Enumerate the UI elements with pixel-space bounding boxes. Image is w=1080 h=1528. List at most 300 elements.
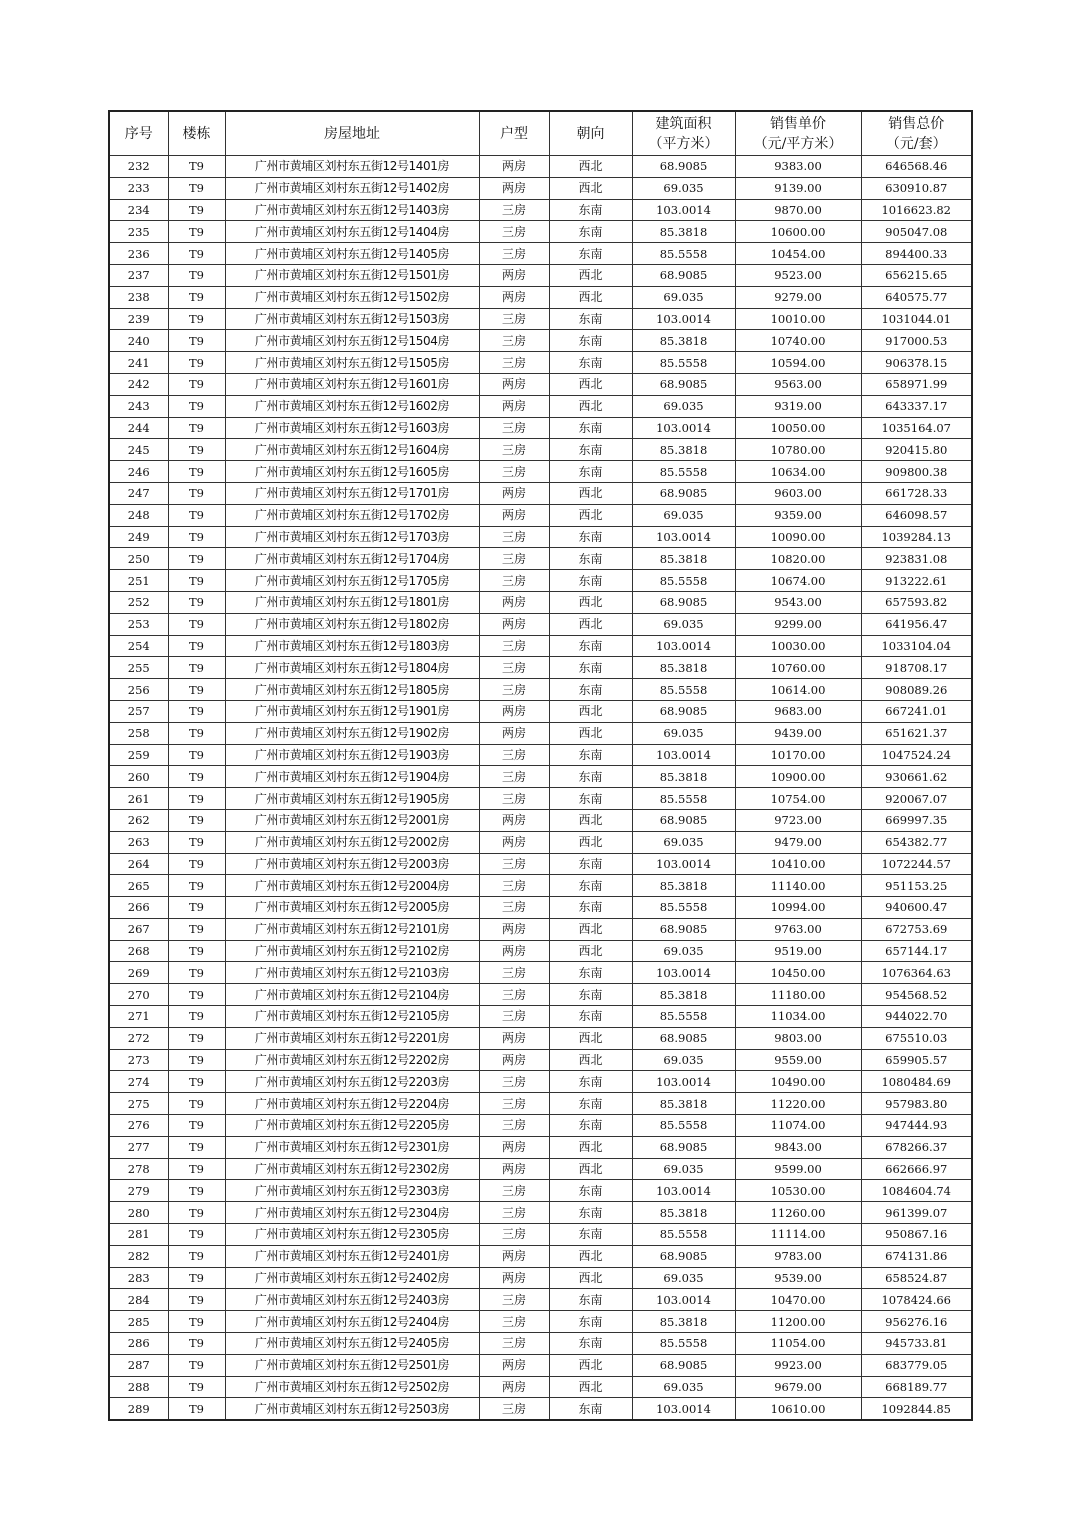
address-cell: 广州市黄埔区刘村东五街12号2102房 [225,940,479,962]
unit-type-cell: 三房 [479,853,549,875]
serial-number-cell: 235 [109,221,168,243]
table-row [109,918,972,940]
unit-price-cell: 10994.00 [735,897,861,919]
header-unit-line: （平方米） [648,135,719,152]
floor-area-cell: 85.3818 [632,548,735,570]
table-row [109,897,972,919]
table-row [109,1071,972,1093]
building-cell: T9 [168,504,225,526]
floor-area-cell: 103.0014 [632,199,735,221]
unit-type-cell: 三房 [479,657,549,679]
serial-number-cell: 260 [109,766,168,788]
address-cell: 广州市黄埔区刘村东五街12号1903房 [225,744,479,766]
floor-area-cell: 103.0014 [632,853,735,875]
orientation-cell: 东南 [549,570,632,592]
address-cell: 广州市黄埔区刘村东五街12号1605房 [225,461,479,483]
address-cell: 广州市黄埔区刘村东五街12号2503房 [225,1398,479,1420]
floor-area-cell: 68.9085 [632,1354,735,1376]
table-row [109,286,972,308]
unit-price-cell: 9543.00 [735,591,861,613]
unit-type-cell: 两房 [479,1027,549,1049]
serial-number-cell: 255 [109,657,168,679]
serial-number-cell: 233 [109,177,168,199]
serial-number-cell: 239 [109,308,168,330]
serial-number-cell: 241 [109,352,168,374]
unit-price-cell: 10490.00 [735,1071,861,1093]
header-orientation [549,111,632,156]
floor-area-cell: 85.5558 [632,570,735,592]
address-cell: 广州市黄埔区刘村东五街12号2302房 [225,1158,479,1180]
unit-price-cell: 10594.00 [735,352,861,374]
unit-price-cell: 9279.00 [735,286,861,308]
serial-number-cell: 285 [109,1311,168,1333]
floor-area-cell: 103.0014 [632,1289,735,1311]
orientation-cell: 西北 [549,482,632,504]
total-price-cell: 1039284.13 [861,526,972,548]
total-price-cell: 954568.52 [861,984,972,1006]
serial-number-cell: 266 [109,897,168,919]
unit-price-cell: 9783.00 [735,1245,861,1267]
address-cell: 广州市黄埔区刘村东五街12号2105房 [225,1006,479,1028]
floor-area-cell: 69.035 [632,613,735,635]
unit-price-cell: 10450.00 [735,962,861,984]
serial-number-cell: 268 [109,940,168,962]
total-price-cell: 654382.77 [861,831,972,853]
floor-area-cell: 85.5558 [632,1115,735,1137]
unit-type-cell: 两房 [479,1049,549,1071]
building-cell: T9 [168,1267,225,1289]
building-cell: T9 [168,330,225,352]
total-price-cell: 950867.16 [861,1224,972,1246]
table-row [109,1158,972,1180]
address-cell: 广州市黄埔区刘村东五街12号1702房 [225,504,479,526]
building-cell: T9 [168,722,225,744]
orientation-cell: 西北 [549,1267,632,1289]
address-cell: 广州市黄埔区刘村东五街12号2003房 [225,853,479,875]
building-cell: T9 [168,1027,225,1049]
address-cell: 广州市黄埔区刘村东五街12号2002房 [225,831,479,853]
orientation-cell: 东南 [549,1093,632,1115]
serial-number-cell: 278 [109,1158,168,1180]
serial-number-cell: 287 [109,1354,168,1376]
total-price-cell: 657593.82 [861,591,972,613]
unit-price-cell: 9439.00 [735,722,861,744]
address-cell: 广州市黄埔区刘村东五街12号2403房 [225,1289,479,1311]
building-cell: T9 [168,482,225,504]
address-cell: 广州市黄埔区刘村东五街12号1503房 [225,308,479,330]
orientation-cell: 东南 [549,308,632,330]
unit-type-cell: 两房 [479,831,549,853]
serial-number-cell: 238 [109,286,168,308]
serial-number-cell: 246 [109,461,168,483]
unit-type-cell: 三房 [479,875,549,897]
table-row [109,1311,972,1333]
serial-number-cell: 281 [109,1224,168,1246]
address-cell: 广州市黄埔区刘村东五街12号2405房 [225,1333,479,1355]
floor-area-cell: 69.035 [632,1049,735,1071]
unit-type-cell: 两房 [479,700,549,722]
floor-area-cell: 103.0014 [632,1180,735,1202]
unit-price-cell: 9539.00 [735,1267,861,1289]
floor-area-cell: 85.3818 [632,439,735,461]
total-price-cell: 918708.17 [861,657,972,679]
table-row [109,1093,972,1115]
serial-number-cell: 280 [109,1202,168,1224]
floor-area-cell: 68.9085 [632,700,735,722]
unit-price-cell: 10090.00 [735,526,861,548]
orientation-cell: 东南 [549,199,632,221]
unit-type-cell: 两房 [479,482,549,504]
building-cell: T9 [168,657,225,679]
table-row [109,308,972,330]
address-cell: 广州市黄埔区刘村东五街12号1905房 [225,788,479,810]
serial-number-cell: 251 [109,570,168,592]
building-cell: T9 [168,875,225,897]
serial-number-cell: 242 [109,373,168,395]
table-row [109,352,972,374]
serial-number-cell: 289 [109,1398,168,1420]
serial-number-cell: 237 [109,264,168,286]
floor-area-cell: 68.9085 [632,1245,735,1267]
building-cell: T9 [168,1115,225,1137]
header-total-price [861,111,972,156]
table-row [109,1115,972,1137]
orientation-cell: 西北 [549,156,632,178]
unit-price-cell: 10614.00 [735,679,861,701]
floor-area-cell: 68.9085 [632,591,735,613]
unit-price-cell: 9603.00 [735,482,861,504]
address-cell: 广州市黄埔区刘村东五街12号1403房 [225,199,479,221]
serial-number-cell: 269 [109,962,168,984]
address-cell: 广州市黄埔区刘村东五街12号1801房 [225,591,479,613]
header-floor-area [632,111,735,156]
unit-price-cell: 10170.00 [735,744,861,766]
total-price-cell: 961399.07 [861,1202,972,1224]
total-price-cell: 906378.15 [861,352,972,374]
table-row [109,243,972,265]
table-row [109,526,972,548]
floor-area-cell: 103.0014 [632,308,735,330]
unit-price-cell: 9843.00 [735,1136,861,1158]
floor-area-cell: 69.035 [632,177,735,199]
unit-type-cell: 两房 [479,1376,549,1398]
address-cell: 广州市黄埔区刘村东五街12号2502房 [225,1376,479,1398]
building-cell: T9 [168,918,225,940]
table-row [109,1136,972,1158]
orientation-cell: 西北 [549,1158,632,1180]
address-cell: 广州市黄埔区刘村东五街12号1505房 [225,352,479,374]
total-price-cell: 920415.80 [861,439,972,461]
unit-price-cell: 11180.00 [735,984,861,1006]
total-price-cell: 905047.08 [861,221,972,243]
floor-area-cell: 103.0014 [632,635,735,657]
floor-area-cell: 85.5558 [632,679,735,701]
serial-number-cell: 236 [109,243,168,265]
total-price-cell: 1033104.04 [861,635,972,657]
unit-price-cell: 10030.00 [735,635,861,657]
orientation-cell: 西北 [549,809,632,831]
table-row [109,482,972,504]
header-building [168,111,225,156]
orientation-cell: 东南 [549,853,632,875]
orientation-cell: 东南 [549,1333,632,1355]
serial-number-cell: 256 [109,679,168,701]
orientation-cell: 西北 [549,1376,632,1398]
orientation-cell: 西北 [549,831,632,853]
building-cell: T9 [168,156,225,178]
table-row [109,1376,972,1398]
serial-number-cell: 288 [109,1376,168,1398]
address-cell: 广州市黄埔区刘村东五街12号2005房 [225,897,479,919]
total-price-cell: 667241.01 [861,700,972,722]
orientation-cell: 东南 [549,548,632,570]
building-cell: T9 [168,1398,225,1420]
address-cell: 广州市黄埔区刘村东五街12号2305房 [225,1224,479,1246]
unit-price-cell: 9679.00 [735,1376,861,1398]
floor-area-cell: 103.0014 [632,962,735,984]
table-row [109,700,972,722]
table-row [109,1289,972,1311]
address-cell: 广州市黄埔区刘村东五街12号1502房 [225,286,479,308]
total-price-cell: 675510.03 [861,1027,972,1049]
unit-price-cell: 10634.00 [735,461,861,483]
address-cell: 广州市黄埔区刘村东五街12号1603房 [225,417,479,439]
orientation-cell: 东南 [549,461,632,483]
total-price-cell: 661728.33 [861,482,972,504]
table-row [109,177,972,199]
unit-type-cell: 两房 [479,504,549,526]
unit-type-cell: 三房 [479,221,549,243]
table-row [109,962,972,984]
building-cell: T9 [168,1224,225,1246]
header-line: 楼栋 [182,125,211,142]
floor-area-cell: 69.035 [632,831,735,853]
address-cell: 广州市黄埔区刘村东五街12号1705房 [225,570,479,592]
unit-type-cell: 三房 [479,243,549,265]
floor-area-cell: 85.5558 [632,352,735,374]
building-cell: T9 [168,395,225,417]
total-price-cell: 1047524.24 [861,744,972,766]
table-row [109,1398,972,1420]
table-row [109,395,972,417]
orientation-cell: 东南 [549,766,632,788]
table-row [109,548,972,570]
floor-area-cell: 68.9085 [632,1027,735,1049]
orientation-cell: 西北 [549,504,632,526]
unit-type-cell: 三房 [479,788,549,810]
orientation-cell: 西北 [549,1049,632,1071]
address-cell: 广州市黄埔区刘村东五街12号1802房 [225,613,479,635]
building-cell: T9 [168,962,225,984]
unit-type-cell: 三房 [479,1093,549,1115]
unit-type-cell: 三房 [479,526,549,548]
floor-area-cell: 85.3818 [632,221,735,243]
building-cell: T9 [168,1376,225,1398]
total-price-cell: 662666.97 [861,1158,972,1180]
unit-price-cell: 11034.00 [735,1006,861,1028]
unit-price-cell: 10754.00 [735,788,861,810]
building-cell: T9 [168,439,225,461]
total-price-cell: 657144.17 [861,940,972,962]
floor-area-cell: 69.035 [632,722,735,744]
building-cell: T9 [168,984,225,1006]
orientation-cell: 西北 [549,373,632,395]
orientation-cell: 西北 [549,1027,632,1049]
total-price-cell: 643337.17 [861,395,972,417]
unit-price-cell: 9803.00 [735,1027,861,1049]
total-price-cell: 930661.62 [861,766,972,788]
table-row [109,1180,972,1202]
header-address [225,111,479,156]
orientation-cell: 西北 [549,940,632,962]
total-price-cell: 1076364.63 [861,962,972,984]
unit-type-cell: 两房 [479,156,549,178]
building-cell: T9 [168,177,225,199]
total-price-cell: 1084604.74 [861,1180,972,1202]
unit-type-cell: 三房 [479,1071,549,1093]
address-cell: 广州市黄埔区刘村东五街12号2202房 [225,1049,479,1071]
total-price-cell: 1031044.01 [861,308,972,330]
floor-area-cell: 85.3818 [632,984,735,1006]
unit-type-cell: 三房 [479,1006,549,1028]
total-price-cell: 1016623.82 [861,199,972,221]
table-row [109,1267,972,1289]
address-cell: 广州市黄埔区刘村东五街12号1701房 [225,482,479,504]
unit-type-cell: 两房 [479,722,549,744]
building-cell: T9 [168,548,225,570]
table-row [109,679,972,701]
unit-type-cell: 三房 [479,1398,549,1420]
serial-number-cell: 243 [109,395,168,417]
unit-type-cell: 三房 [479,1333,549,1355]
serial-number-cell: 254 [109,635,168,657]
total-price-cell: 944022.70 [861,1006,972,1028]
table-row [109,831,972,853]
unit-price-cell: 9923.00 [735,1354,861,1376]
serial-number-cell: 263 [109,831,168,853]
serial-number-cell: 247 [109,482,168,504]
orientation-cell: 东南 [549,1398,632,1420]
floor-area-cell: 68.9085 [632,373,735,395]
serial-number-cell: 257 [109,700,168,722]
unit-type-cell: 三房 [479,1180,549,1202]
serial-number-cell: 271 [109,1006,168,1028]
floor-area-cell: 85.5558 [632,788,735,810]
serial-number-cell: 283 [109,1267,168,1289]
unit-price-cell: 10820.00 [735,548,861,570]
orientation-cell: 东南 [549,526,632,548]
total-price-cell: 656215.65 [861,264,972,286]
unit-type-cell: 三房 [479,897,549,919]
floor-area-cell: 103.0014 [632,1398,735,1420]
table-row [109,788,972,810]
total-price-cell: 920067.07 [861,788,972,810]
orientation-cell: 东南 [549,1115,632,1137]
building-cell: T9 [168,243,225,265]
building-cell: T9 [168,1354,225,1376]
header-line: 户型 [500,125,528,142]
floor-area-cell: 85.5558 [632,1224,735,1246]
total-price-cell: 909800.38 [861,461,972,483]
serial-number-cell: 245 [109,439,168,461]
header-line: 销售单价 [770,115,826,132]
orientation-cell: 西北 [549,918,632,940]
total-price-cell: 917000.53 [861,330,972,352]
table-row [109,766,972,788]
total-price-cell: 894400.33 [861,243,972,265]
floor-area-cell: 85.3818 [632,657,735,679]
unit-type-cell: 两房 [479,1158,549,1180]
table-row [109,156,972,178]
orientation-cell: 西北 [549,286,632,308]
unit-price-cell: 9319.00 [735,395,861,417]
address-cell: 广州市黄埔区刘村东五街12号1805房 [225,679,479,701]
address-cell: 广州市黄埔区刘村东五街12号1704房 [225,548,479,570]
serial-number-cell: 279 [109,1180,168,1202]
unit-type-cell: 两房 [479,613,549,635]
unit-price-cell: 10530.00 [735,1180,861,1202]
unit-type-cell: 三房 [479,461,549,483]
orientation-cell: 东南 [549,962,632,984]
building-cell: T9 [168,199,225,221]
orientation-cell: 东南 [549,875,632,897]
address-cell: 广州市黄埔区刘村东五街12号1804房 [225,657,479,679]
address-cell: 广州市黄埔区刘村东五街12号2101房 [225,918,479,940]
table-row [109,221,972,243]
orientation-cell: 东南 [549,1006,632,1028]
total-price-cell: 1092844.85 [861,1398,972,1420]
serial-number-cell: 284 [109,1289,168,1311]
building-cell: T9 [168,373,225,395]
address-cell: 广州市黄埔区刘村东五街12号1901房 [225,700,479,722]
total-price-cell: 956276.16 [861,1311,972,1333]
address-cell: 广州市黄埔区刘村东五街12号1404房 [225,221,479,243]
address-cell: 广州市黄埔区刘村东五街12号1504房 [225,330,479,352]
serial-number-cell: 270 [109,984,168,1006]
unit-type-cell: 三房 [479,984,549,1006]
header-line: 销售总价 [888,115,945,132]
orientation-cell: 东南 [549,330,632,352]
floor-area-cell: 103.0014 [632,526,735,548]
orientation-cell: 东南 [549,1311,632,1333]
unit-price-cell: 9383.00 [735,156,861,178]
unit-type-cell: 两房 [479,395,549,417]
unit-type-cell: 两房 [479,1136,549,1158]
total-price-cell: 957983.80 [861,1093,972,1115]
orientation-cell: 西北 [549,177,632,199]
unit-type-cell: 两房 [479,918,549,940]
orientation-cell: 东南 [549,1180,632,1202]
total-price-cell: 678266.37 [861,1136,972,1158]
table-row [109,875,972,897]
unit-price-cell: 11220.00 [735,1093,861,1115]
serial-number-cell: 274 [109,1071,168,1093]
building-cell: T9 [168,1093,225,1115]
unit-price-cell: 11114.00 [735,1224,861,1246]
unit-type-cell: 两房 [479,373,549,395]
unit-type-cell: 三房 [479,679,549,701]
unit-type-cell: 两房 [479,940,549,962]
total-price-cell: 659905.57 [861,1049,972,1071]
table-row [109,1049,972,1071]
floor-area-cell: 68.9085 [632,809,735,831]
unit-type-cell: 三房 [479,570,549,592]
price-table [108,110,973,1421]
total-price-cell: 923831.08 [861,548,972,570]
total-price-cell: 672753.69 [861,918,972,940]
table-row [109,1006,972,1028]
orientation-cell: 东南 [549,1224,632,1246]
